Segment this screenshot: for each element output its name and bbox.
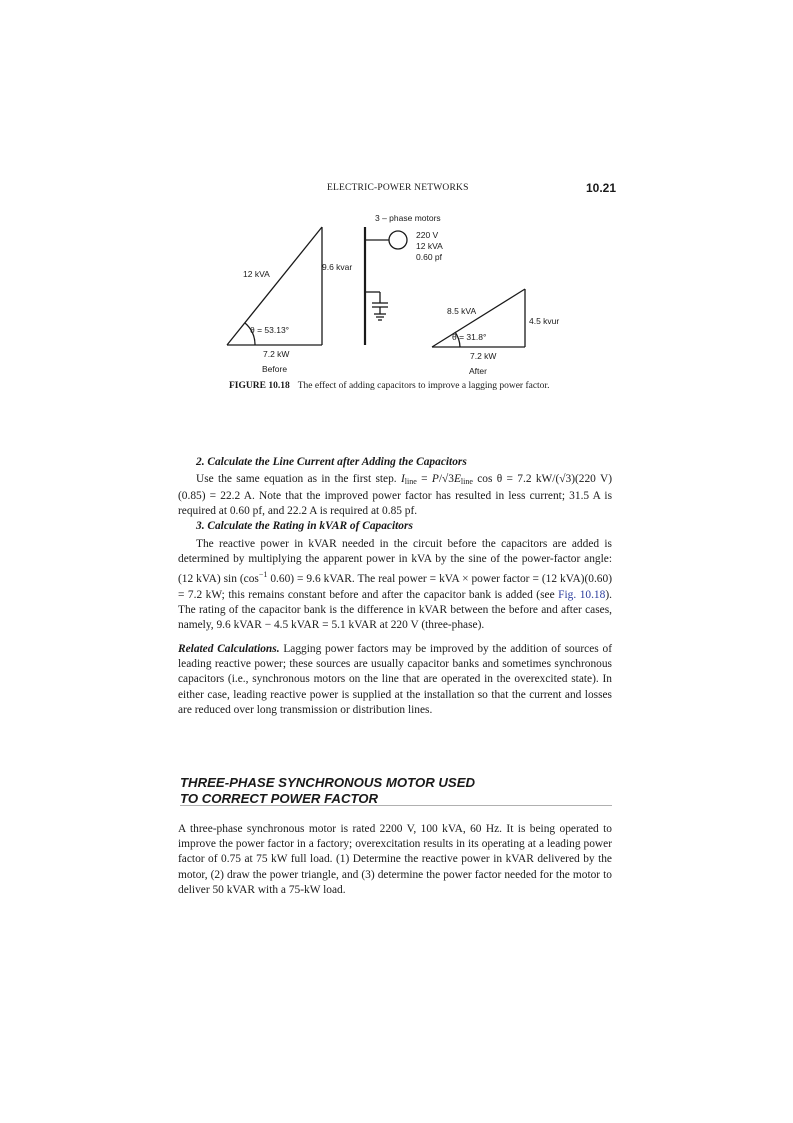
motors-kva: 12 kVA	[416, 241, 443, 251]
motors-voltage: 220 V	[416, 230, 439, 240]
motors-pf: 0.60 pf	[416, 252, 442, 262]
motors-title: 3 – phase motors	[375, 213, 441, 223]
running-head-title: ELECTRIC-POWER NETWORKS	[327, 183, 469, 193]
section-heading	[180, 775, 475, 806]
after-angle-label: θ = 31.8°	[452, 332, 487, 342]
step-2-heading: 2. Calculate the Line Current after Adding the Capacitors	[196, 456, 467, 468]
before-hyp-label: 12 kVA	[243, 269, 270, 279]
before-caption-label: Before	[262, 364, 288, 374]
after-hyp-label: 8.5 kVA	[447, 306, 477, 316]
before-adj-label: 7.2 kW	[263, 349, 290, 359]
section-heading-line-2: TO CORRECT POWER FACTOR	[180, 790, 379, 806]
before-angle-label: θ = 53.13°	[250, 325, 290, 335]
bus-and-motor	[365, 227, 407, 345]
after-caption-label: After	[469, 366, 487, 376]
after-opp-label: 4.5 kvur	[529, 316, 560, 326]
step-3-heading: 3. Calculate the Rating in kVAR of Capacitors	[196, 520, 413, 532]
step-2-paragraph: Use the same equation as in the first step. $I_{line} = P/√3E_{line}$ cos θ = 7.2 kW/(√3)(220 V)(0.85) = 22.2 A. Note that the improved power factor has resulted in less current; 31.5 A is required at 0.60 pf, and 22.2 A is required at 0.85 pf.	[178, 473, 612, 518]
related-calculations-paragraph: Related Calculations. Lagging power factors may be improved by the addition of sources of leading reactive power; these sources are usually capacitor banks and sometimes synchronous capacitors (i.e., synchronous motors on the line that are operated in the overexcited state). In either case, leading reactive power is supplied at the installation so that the current and losses are reduced over long transmission or distribution lines.	[178, 643, 612, 716]
figure-caption	[229, 381, 549, 391]
related-calculations-label: Related Calculations.	[178, 643, 280, 655]
figure-caption-number: FIGURE 10.18	[229, 381, 290, 391]
figure-power-triangles	[215, 205, 615, 380]
running-head	[0, 183, 793, 197]
section-rule	[180, 805, 612, 806]
figure-reference-link[interactable]: Fig. 10.18	[558, 588, 606, 601]
problem-paragraph: A three-phase synchronous motor is rated 2200 V, 100 kVA, 60 Hz. It is being operated to improve the power factor in a factory; overexcitation results in its operating at a leading power factor of 0.75 at 75 kW full load. (1) Determine the reactive power in kVAR delivered by the motor, (2) draw the power triangle, and (3) determine the power factor needed for the motor to deliver 50 kVAR with a 75-kW load.	[178, 823, 612, 896]
figure-caption-text: The effect of adding capacitors to improve a lagging power factor.	[297, 381, 550, 391]
after-adj-label: 7.2 kW	[470, 351, 497, 361]
before-opp-label: 9.6 kvar	[322, 262, 353, 272]
page-number: 10.21	[586, 181, 617, 195]
step-3-paragraph: The reactive power in kVAR needed in the circuit before the capacitors are added is determined by multiplying the apparent power in kVA by the sine of the power-factor angle: (12 kVA) $\sin (\cos^{-1}$ 0.60) = 9.6 kVAR. The real power = kVA × power factor = (12 kVA)(0.60) = 7.2 kW; this remains constant before and after the capacitor bank is added (see Fig. 10.18). The rating of the capacitor bank is the difference in kVAR between the before and after cases, namely, 9.6 kVAR − 4.5 kVAR = 5.1 kVAR at 220 V (three-phase).	[178, 538, 612, 632]
motor-symbol	[389, 231, 407, 249]
section-heading-line-1: THREE-PHASE SYNCHRONOUS MOTOR USED	[180, 775, 476, 790]
